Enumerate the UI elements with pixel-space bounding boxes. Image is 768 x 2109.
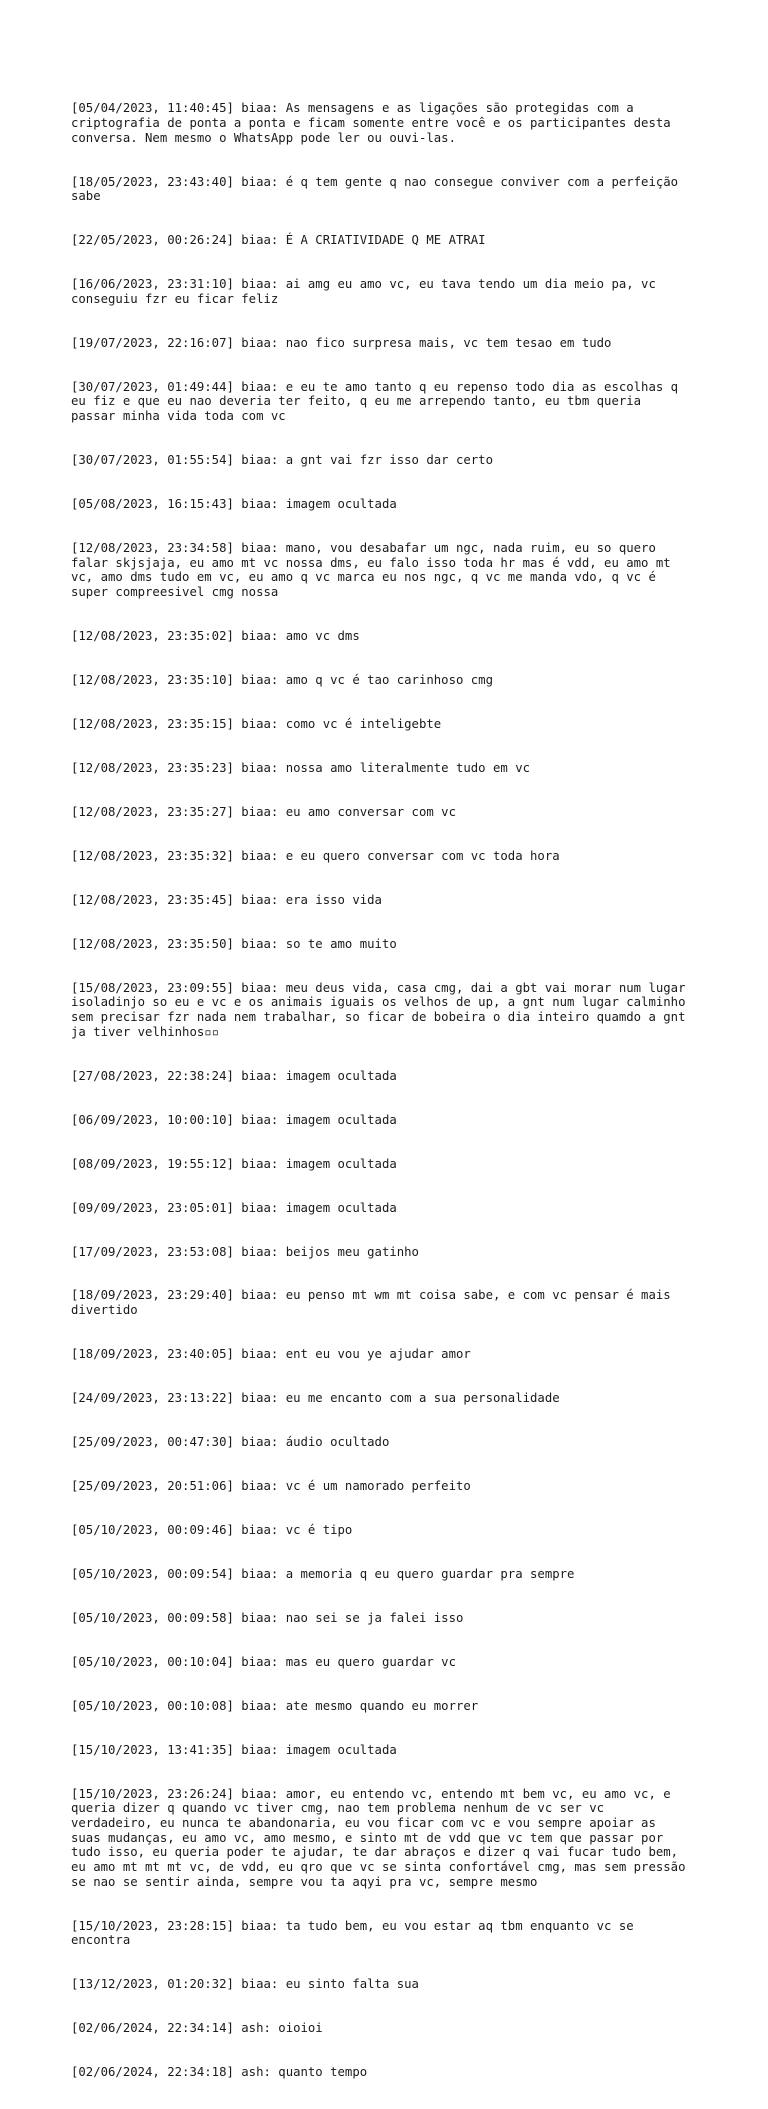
message-line: [02/06/2024, 22:34:14] ash: oioioi <box>71 2021 323 2036</box>
message-line: [12/08/2023, 23:35:15] biaa: como vc é inteligebte <box>71 716 442 731</box>
message-line: [22/05/2023, 00:26:24] biaa: É A CRIATIVIDADE Q ME ATRAI <box>71 233 486 248</box>
message-line: [24/09/2023, 23:13:22] biaa: eu me encanto com a sua personalidade <box>71 1391 560 1406</box>
message-line: [15/08/2023, 23:09:55] biaa: meu deus vida, casa cmg, dai a gbt vai morar num lugar isoladinjo so eu e vc e os animais iguais os velhos de up, a gnt num lugar calminho sem precisar fzr nada nem trabalhar, so ficar de bobeira o dia inteiro quamdo a gnt ja tiver velhinhos▫▫ <box>71 980 686 1039</box>
message-line: [18/09/2023, 23:40:05] biaa: ent eu vou ye ajudar amor <box>71 1347 471 1362</box>
message-line: [12/08/2023, 23:35:32] biaa: e eu quero conversar com vc toda hora <box>71 848 560 863</box>
message-line: [12/08/2023, 23:35:27] biaa: eu amo conversar com vc <box>71 804 456 819</box>
message-line: [15/10/2023, 13:41:35] biaa: imagem ocultada <box>71 1742 397 1757</box>
message-line: [05/04/2023, 11:40:45] biaa: As mensagens e as ligações são protegidas com a criptografia de ponta a ponta e ficam somente entre você e os participantes desta conversa. Nem mesmo o WhatsApp pode ler ou ouvi-las. <box>71 101 671 145</box>
message-line: [05/10/2023, 00:10:08] biaa: ate mesmo quando eu morrer <box>71 1698 479 1713</box>
message-line: [19/07/2023, 22:16:07] biaa: nao fico surpresa mais, vc tem tesao em tudo <box>71 335 612 350</box>
message-line: [09/09/2023, 23:05:01] biaa: imagem ocultada <box>71 1200 397 1215</box>
message-line: [06/09/2023, 10:00:10] biaa: imagem ocultada <box>71 1112 397 1127</box>
chat-transcript <box>71 72 708 2109</box>
message-line: [05/08/2023, 16:15:43] biaa: imagem ocultada <box>71 497 397 512</box>
message-line: [18/05/2023, 23:43:40] biaa: é q tem gente q nao consegue conviver com a perfeição sabe <box>71 174 679 204</box>
message-line: [30/07/2023, 01:49:44] biaa: e eu te amo tanto q eu repenso todo dia as escolhas q eu fiz e que eu nao deveria ter feito, q eu me arrependo tanto, eu tbm queria passar minha vida toda com vc <box>71 379 679 424</box>
message-line: [12/08/2023, 23:34:58] biaa: mano, vou desabafar um ngc, nada ruim, eu so quero falar skjsjaja, eu amo mt vc nossa dms, eu falo isso toda hr mas é vdd, eu amo mt vc, amo dms tudo em vc, eu amo q vc marca eu nos ngc, q vc me manda vdo, q vc é super compreesivel cmg nossa <box>71 541 671 599</box>
message-line: [17/09/2023, 23:53:08] biaa: beijos meu gatinho <box>71 1244 419 1259</box>
message-line: [12/08/2023, 23:35:02] biaa: amo vc dms <box>71 628 360 643</box>
message-line: [16/06/2023, 23:31:10] biaa: ai amg eu amo vc, eu tava tendo um dia meio pa, vc conseguiu fzr eu ficar feliz <box>71 277 656 306</box>
message-line: [25/09/2023, 00:47:30] biaa: áudio ocultado <box>71 1435 390 1450</box>
message-line: [05/10/2023, 00:10:04] biaa: mas eu quero guardar vc <box>71 1654 456 1669</box>
message-line: [18/09/2023, 23:29:40] biaa: eu penso mt wm mt coisa sabe, e com vc pensar é mais divertido <box>71 1288 671 1318</box>
message-line: [08/09/2023, 19:55:12] biaa: imagem ocultada <box>71 1156 397 1171</box>
message-line: [12/08/2023, 23:35:50] biaa: so te amo muito <box>71 936 397 951</box>
message-line: [05/10/2023, 00:09:46] biaa: vc é tipo <box>71 1522 353 1537</box>
message-line: [15/10/2023, 23:28:15] biaa: ta tudo bem, eu vou estar aq tbm enquanto vc se encontra <box>71 1918 634 1948</box>
message-line: [05/10/2023, 00:09:58] biaa: nao sei se ja falei isso <box>71 1610 464 1625</box>
message-line: [25/09/2023, 20:51:06] biaa: vc é um namorado perfeito <box>71 1479 471 1493</box>
message-line: [12/08/2023, 23:35:45] biaa: era isso vida <box>71 892 382 907</box>
message-line: [27/08/2023, 22:38:24] biaa: imagem ocultada <box>71 1068 397 1083</box>
message-line: [12/08/2023, 23:35:10] biaa: amo q vc é tao carinhoso cmg <box>71 672 493 687</box>
message-line: [15/10/2023, 23:26:24] biaa: amor, eu entendo vc, entendo mt bem vc, eu amo vc, e queria dizer q quando vc tiver cmg, nao tem problema nenhum de vc ser vc verdadeiro, eu nunca te abandonaria, eu vou ficar com vc e vou sempre apoiar as suas mudanças, eu amo vc, amo mesmo, e sinto mt de vdd que vc tem que passar por tudo isso, eu queria poder te ajudar, te dar abraços e dizer q vai fucar tudo bem, eu amo mt mt mt vc, de vdd, eu qro que vc se sinta confortável cmg, mas sem pressão se nao se sentir ainda, sempre vou ta aqyi pra vc, sempre mesmo <box>71 1786 686 1889</box>
message-line: [05/10/2023, 00:09:54] biaa: a memoria q eu quero guardar pra sempre <box>71 1566 575 1581</box>
message-line: [30/07/2023, 01:55:54] biaa: a gnt vai fzr isso dar certo <box>71 453 493 468</box>
message-line: [13/12/2023, 01:20:32] biaa: eu sinto falta sua <box>71 1977 419 1992</box>
message-line: [12/08/2023, 23:35:23] biaa: nossa amo literalmente tudo em vc <box>71 760 531 775</box>
message-line: [02/06/2024, 22:34:18] ash: quanto tempo <box>71 2065 368 2080</box>
